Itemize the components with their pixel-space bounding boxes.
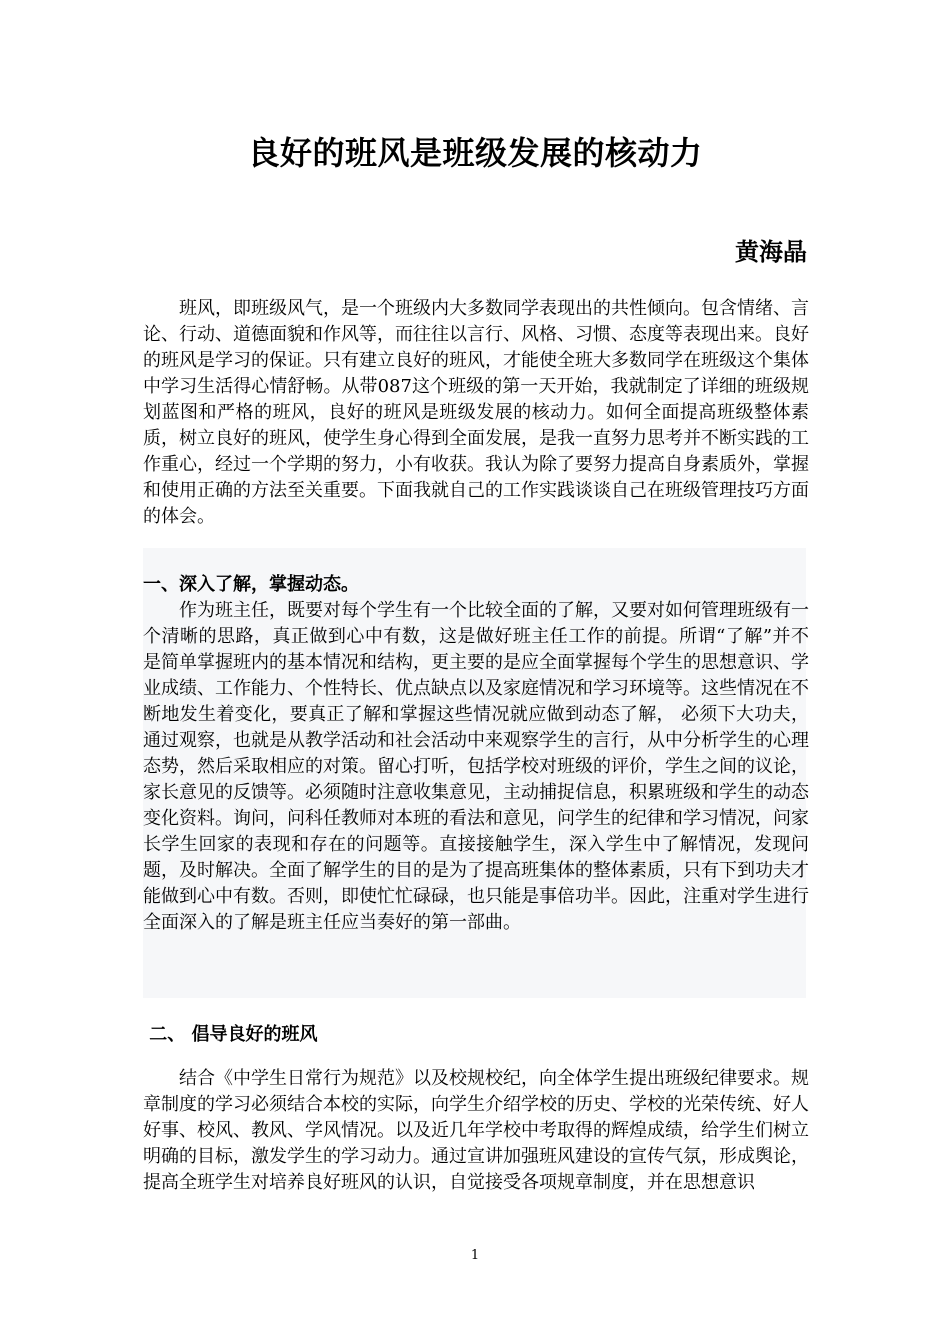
section-1-heading: 一、深入了解，掌握动态。 bbox=[143, 574, 359, 595]
document-title: 良好的班风是班级发展的核动力 bbox=[247, 134, 703, 172]
section-2-heading: 二、 倡导良好的班风 bbox=[143, 1024, 318, 1045]
intro-paragraph: 班风，即班级风气，是一个班级内大多数同学表现出的共性倾向。包含情绪、言论、行动、道德面貌和作风等，而往往以言行、风格、习惯、态度等表现出来。良好的班风是学习的保证。只有建立良好的班风，才能使全班大多数同学在班级这个集体中学习生活得心情舒畅。从带087这个班级的第一天开始，我就制定了详细的班级规划蓝图和严格的班风，良好的班风是班级发展的核动力。如何全面提高班级整体素质，树立良好的班风，使学生身心得到全面发展，是我一直努力思考并不断实践的工作重心，经过一个学期的努力，小有收获。我认为除了要努力提高自身素质外，掌握和使用正确的方法至关重要。下面我就自己的工作实践谈谈自己在班级管理技巧方面的体会。 bbox=[143, 298, 809, 527]
author-name: 黄海晶 bbox=[735, 238, 807, 266]
section-1-body: 作为班主任，既要对每个学生有一个比较全面的了解，又要对如何管理班级有一个清晰的思路，真正做到心中有数，这是做好班主任工作的前提。所谓“了解”并不是简单掌握班内的基本情况和结构，更主要的是应全面掌握每个学生的思想意识、学业成绩、工作能力、个性特长、优点缺点以及家庭情况和学习环境等。这些情况在不断地发生着变化，要真正了解和掌握这些情况就应做到动态了解， 必须下大功夫，通过观察，也就是从教学活动和社会活动中来观察学生的言行，从中分析学生的心理态势，然后采取相应的对策。留心打听，包括学校对班级的评价，学生之间的议论，家长意见的反馈等。必须随时注意收集意见，主动捕捉信息，积累班级和学生的动态变化资料。询问，问科任教师对本班的看法和意见，问学生的纪律和学习情况，问家长学生回家的表现和存在的问题等。直接接触学生，深入学生中了解情况，发现问题，及时解决。全面了解学生的目的是为了提高班集体的整体素质，只有下到功夫才能做到心中有数。否则，即使忙忙碌碌，也只能是事倍功半。因此，注重对学生进行全面深入的了解是班主任应当奏好的第一部曲。 bbox=[143, 600, 809, 933]
page-number: 1 bbox=[470, 1248, 480, 1263]
section-2-body: 结合《中学生日常行为规范》以及校规校纪，向全体学生提出班级纪律要求。规章制度的学习必须结合本校的实际，向学生介绍学校的历史、学校的光荣传统、好人好事、校风、教风、学风情况。以及近几年学校中考取得的辉煌成绩，给学生们树立明确的目标，激发学生的学习动力。通过宣讲加强班风建设的宣传气氛，形成舆论，提高全班学生对培养良好班风的认识，自觉接受各项规章制度，并在思想意识 bbox=[143, 1068, 809, 1193]
